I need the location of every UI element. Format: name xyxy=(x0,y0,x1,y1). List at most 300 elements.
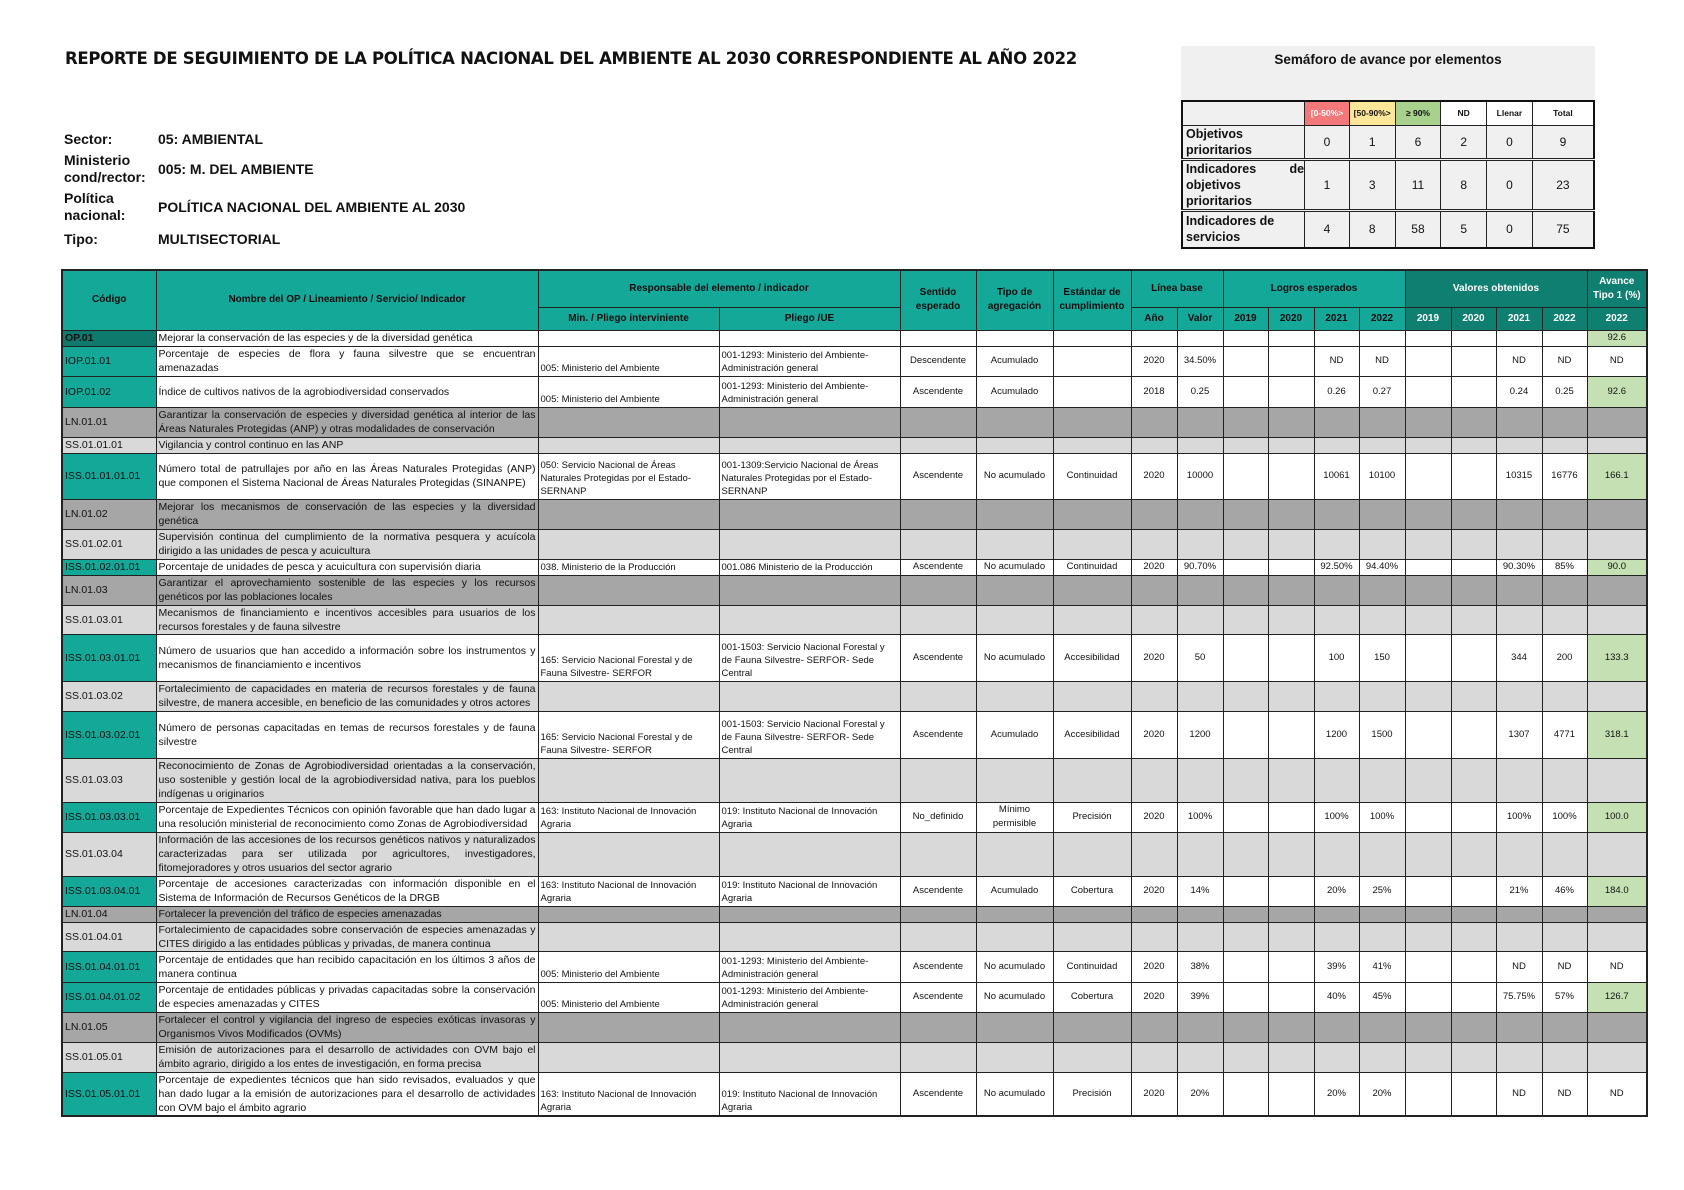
cell-estandar: Accesibilidad xyxy=(1053,634,1131,681)
cell-logro-2021: 1200 xyxy=(1314,711,1359,758)
semaforo-row xyxy=(1182,210,1594,248)
cell-logro-2021 xyxy=(1314,922,1359,951)
semaforo-cell: 8 xyxy=(1441,159,1487,210)
cell-valor-2020 xyxy=(1451,407,1496,437)
cell-estandar: Cobertura xyxy=(1053,876,1131,906)
cell-valor-2020 xyxy=(1451,802,1496,832)
cell-valor-2022: ND xyxy=(1542,346,1587,376)
header-logros-2019: 2019 xyxy=(1223,307,1268,330)
cell-linea-valor: 20% xyxy=(1177,1072,1223,1116)
sector-value: 05: AMBIENTAL xyxy=(158,131,263,147)
cell-valor-2021 xyxy=(1496,922,1542,951)
cell-logro-2022: 0.27 xyxy=(1359,376,1405,407)
cell-nombre: Índice de cultivos nativos de la agrobiodiversidad conservados xyxy=(156,376,538,407)
cell-valor-2020 xyxy=(1451,330,1496,346)
cell-logro-2022 xyxy=(1359,681,1405,711)
cell-linea-anio: 2020 xyxy=(1131,951,1177,982)
cell-valor-2022 xyxy=(1542,437,1587,453)
cell-estandar: Precisión xyxy=(1053,802,1131,832)
table-row xyxy=(62,376,1647,407)
cell-valor-2020 xyxy=(1451,681,1496,711)
semaforo-header-green: ≥ 90% xyxy=(1395,101,1441,125)
cell-valor-2020 xyxy=(1451,758,1496,802)
cell-linea-valor: 0.25 xyxy=(1177,376,1223,407)
cell-estandar: Accesibilidad xyxy=(1053,711,1131,758)
cell-logro-2019 xyxy=(1223,330,1268,346)
cell-sentido xyxy=(900,605,976,634)
meta-sector xyxy=(64,128,584,150)
cell-valor-2021 xyxy=(1496,605,1542,634)
header-avance: Avance Tipo 1 (%) xyxy=(1587,270,1647,307)
cell-pliego-ue xyxy=(719,605,900,634)
cell-pliego-ue xyxy=(719,681,900,711)
header-valores-2020: 2020 xyxy=(1451,307,1496,330)
cell-codigo: ISS.01.03.01.01 xyxy=(62,634,156,681)
cell-min-pliego: 005: Ministerio del Ambiente xyxy=(538,346,719,376)
cell-logro-2020 xyxy=(1268,575,1314,605)
cell-logro-2020 xyxy=(1268,951,1314,982)
cell-logro-2019 xyxy=(1223,1012,1268,1042)
cell-valor-2022 xyxy=(1542,529,1587,559)
cell-valor-2019 xyxy=(1405,876,1451,906)
semaforo-cell: 75 xyxy=(1532,210,1594,248)
cell-codigo: LN.01.04 xyxy=(62,906,156,922)
cell-valor-2021 xyxy=(1496,437,1542,453)
semaforo-row-label: Indicadores de servicios xyxy=(1182,210,1305,248)
cell-min-pliego: 005: Ministerio del Ambiente xyxy=(538,982,719,1012)
cell-estandar: Continuidad xyxy=(1053,559,1131,575)
cell-logro-2019 xyxy=(1223,1042,1268,1072)
cell-avance-2022 xyxy=(1587,906,1647,922)
cell-avance-2022 xyxy=(1587,575,1647,605)
header-valores-2019: 2019 xyxy=(1405,307,1451,330)
cell-valor-2022 xyxy=(1542,1042,1587,1072)
cell-min-pliego: 165: Servicio Nacional Forestal y de Fauna Silvestre- SERFOR xyxy=(538,634,719,681)
cell-avance-2022: ND xyxy=(1587,346,1647,376)
ministerio-label: Ministerio cond/rector: xyxy=(64,152,146,185)
cell-logro-2020 xyxy=(1268,605,1314,634)
header-linea-base: Línea base xyxy=(1131,270,1223,307)
cell-min-pliego xyxy=(538,922,719,951)
semaforo-row xyxy=(1182,125,1594,159)
cell-logro-2020 xyxy=(1268,330,1314,346)
cell-logro-2020 xyxy=(1268,906,1314,922)
semaforo-cell: 0 xyxy=(1487,125,1533,159)
cell-linea-valor: 50 xyxy=(1177,634,1223,681)
header-anio: Año xyxy=(1131,307,1177,330)
cell-valor-2019 xyxy=(1405,575,1451,605)
cell-valor-2021: ND xyxy=(1496,951,1542,982)
cell-nombre: Número de personas capacitadas en temas de recursos forestales y de fauna silvestre xyxy=(156,711,538,758)
header-avance-2022: 2022 xyxy=(1587,307,1647,330)
semaforo-cell: 58 xyxy=(1395,210,1441,248)
cell-valor-2022: 16776 xyxy=(1542,453,1587,499)
cell-logro-2019 xyxy=(1223,559,1268,575)
cell-linea-anio: 2020 xyxy=(1131,634,1177,681)
cell-logro-2020 xyxy=(1268,453,1314,499)
cell-avance-2022: ND xyxy=(1587,951,1647,982)
cell-valor-2021 xyxy=(1496,906,1542,922)
cell-logro-2022: ND xyxy=(1359,346,1405,376)
cell-linea-anio: 2020 xyxy=(1131,802,1177,832)
cell-logro-2022: 1500 xyxy=(1359,711,1405,758)
cell-sentido xyxy=(900,575,976,605)
cell-valor-2020 xyxy=(1451,1042,1496,1072)
cell-valor-2019 xyxy=(1405,1042,1451,1072)
semaforo-panel xyxy=(1181,46,1595,245)
cell-nombre: Información de las accesiones de los recursos genéticos nativos y naturalizados caracterizadas para ser utilizada por agricultores, investigadores, fitomejoradores y otros usuarios del sector agrario xyxy=(156,832,538,876)
cell-codigo: LN.01.01 xyxy=(62,407,156,437)
cell-valor-2021: 21% xyxy=(1496,876,1542,906)
cell-min-pliego xyxy=(538,605,719,634)
cell-sentido: Descendente xyxy=(900,346,976,376)
cell-valor-2022: 57% xyxy=(1542,982,1587,1012)
cell-linea-valor xyxy=(1177,407,1223,437)
semaforo-cell: 2 xyxy=(1441,125,1487,159)
cell-valor-2019 xyxy=(1405,802,1451,832)
cell-valor-2022: 200 xyxy=(1542,634,1587,681)
cell-logro-2019 xyxy=(1223,634,1268,681)
cell-estandar xyxy=(1053,605,1131,634)
cell-min-pliego xyxy=(538,330,719,346)
sector-label: Sector: xyxy=(64,130,113,147)
cell-logro-2020 xyxy=(1268,922,1314,951)
cell-logro-2020 xyxy=(1268,407,1314,437)
cell-valor-2022 xyxy=(1542,832,1587,876)
cell-avance-2022: 92.6 xyxy=(1587,330,1647,346)
cell-logro-2021 xyxy=(1314,681,1359,711)
cell-valor-2019 xyxy=(1405,346,1451,376)
cell-logro-2022: 41% xyxy=(1359,951,1405,982)
cell-logro-2021 xyxy=(1314,529,1359,559)
cell-logro-2019 xyxy=(1223,758,1268,802)
table-row xyxy=(62,453,1647,499)
cell-logro-2020 xyxy=(1268,376,1314,407)
cell-valor-2020 xyxy=(1451,346,1496,376)
cell-nombre: Número total de patrullajes por año en las Áreas Naturales Protegidas (ANP) que componen el Sistema Nacional de Áreas Naturales Protegidas (SINANPE) xyxy=(156,453,538,499)
cell-valor-2019 xyxy=(1405,1072,1451,1116)
cell-sentido xyxy=(900,906,976,922)
cell-logro-2021 xyxy=(1314,407,1359,437)
cell-nombre: Número de usuarios que han accedido a información sobre los instrumentos y mecanismos de financiamiento e incentivos xyxy=(156,634,538,681)
table-row xyxy=(62,758,1647,802)
cell-linea-valor: 39% xyxy=(1177,982,1223,1012)
cell-codigo: SS.01.03.03 xyxy=(62,758,156,802)
cell-pliego-ue xyxy=(719,1042,900,1072)
cell-pliego-ue: 001-1293: Ministerio del Ambiente-Administración general xyxy=(719,951,900,982)
cell-codigo: ISS.01.02.01.01 xyxy=(62,559,156,575)
cell-estandar xyxy=(1053,681,1131,711)
cell-estandar xyxy=(1053,407,1131,437)
cell-logro-2019 xyxy=(1223,982,1268,1012)
cell-logro-2021: 0.26 xyxy=(1314,376,1359,407)
cell-logro-2020 xyxy=(1268,758,1314,802)
meta-ministerio xyxy=(64,150,584,188)
cell-pliego-ue xyxy=(719,832,900,876)
cell-codigo: SS.01.05.01 xyxy=(62,1042,156,1072)
header-nombre: Nombre del OP / Lineamiento / Servicio/ Indicador xyxy=(156,270,538,330)
cell-min-pliego: 038. Ministerio de la Producción xyxy=(538,559,719,575)
cell-logro-2019 xyxy=(1223,605,1268,634)
cell-valor-2021: 0.24 xyxy=(1496,376,1542,407)
cell-estandar xyxy=(1053,922,1131,951)
table-row xyxy=(62,1012,1647,1042)
cell-logro-2020 xyxy=(1268,437,1314,453)
cell-tipo-agregacion xyxy=(976,407,1053,437)
semaforo-header-yellow: [50-90%> xyxy=(1349,101,1395,125)
cell-sentido: Ascendente xyxy=(900,634,976,681)
cell-pliego-ue xyxy=(719,906,900,922)
cell-valor-2021: 90.30% xyxy=(1496,559,1542,575)
cell-valor-2022: 46% xyxy=(1542,876,1587,906)
cell-estandar xyxy=(1053,1042,1131,1072)
cell-codigo: LN.01.02 xyxy=(62,499,156,529)
meta-politica xyxy=(64,188,584,226)
cell-logro-2022 xyxy=(1359,906,1405,922)
cell-logro-2019 xyxy=(1223,711,1268,758)
cell-nombre: Garantizar el aprovechamiento sostenible de las especies y los recursos genéticos por las poblaciones locales xyxy=(156,575,538,605)
semaforo-header-red: [0-50%> xyxy=(1305,101,1350,125)
cell-linea-valor xyxy=(1177,922,1223,951)
cell-valor-2019 xyxy=(1405,330,1451,346)
cell-nombre: Fortalecer el control y vigilancia del ingreso de especies exóticas invasoras y Organismos Vivos Modificados (OVMs) xyxy=(156,1012,538,1042)
header-min-pliego: Min. / Pliego interviniente xyxy=(538,307,719,330)
cell-valor-2020 xyxy=(1451,1072,1496,1116)
semaforo-cell: 1 xyxy=(1349,125,1395,159)
cell-valor-2021: 10315 xyxy=(1496,453,1542,499)
cell-sentido xyxy=(900,758,976,802)
cell-linea-valor xyxy=(1177,681,1223,711)
cell-linea-valor: 100% xyxy=(1177,802,1223,832)
semaforo-row-label: Indicadores de objetivos prioritarios xyxy=(1182,159,1305,210)
cell-codigo: SS.01.03.02 xyxy=(62,681,156,711)
table-row xyxy=(62,634,1647,681)
cell-logro-2019 xyxy=(1223,906,1268,922)
table-row xyxy=(62,711,1647,758)
cell-tipo-agregacion xyxy=(976,1042,1053,1072)
cell-tipo-agregacion xyxy=(976,1012,1053,1042)
cell-logro-2020 xyxy=(1268,1072,1314,1116)
cell-nombre: Porcentaje de entidades que han recibido capacitación en los últimos 3 años de manera continua xyxy=(156,951,538,982)
cell-min-pliego: 163: Instituto Nacional de Innovación Agraria xyxy=(538,1072,719,1116)
cell-linea-anio: 2020 xyxy=(1131,559,1177,575)
cell-valor-2020 xyxy=(1451,906,1496,922)
cell-codigo: ISS.01.05.01.01 xyxy=(62,1072,156,1116)
cell-logro-2020 xyxy=(1268,529,1314,559)
cell-sentido xyxy=(900,437,976,453)
cell-logro-2021: 92.50% xyxy=(1314,559,1359,575)
report-title: REPORTE DE SEGUIMIENTO DE LA POLÍTICA NACIONAL DEL AMBIENTE AL 2030 CORRESPONDIENTE AL AÑO 2022 xyxy=(65,49,1077,68)
header-estandar: Estándar de cumplimiento xyxy=(1053,270,1131,330)
cell-tipo-agregacion: No acumulado xyxy=(976,559,1053,575)
cell-linea-anio xyxy=(1131,605,1177,634)
cell-nombre: Porcentaje de entidades públicas y privadas capacitadas sobre la conservación de especies amenazadas y CITES xyxy=(156,982,538,1012)
cell-pliego-ue xyxy=(719,1012,900,1042)
cell-logro-2020 xyxy=(1268,802,1314,832)
cell-valor-2020 xyxy=(1451,559,1496,575)
cell-logro-2020 xyxy=(1268,711,1314,758)
cell-valor-2019 xyxy=(1405,634,1451,681)
cell-logro-2021: 100% xyxy=(1314,802,1359,832)
header-valor: Valor xyxy=(1177,307,1223,330)
cell-avance-2022: 318.1 xyxy=(1587,711,1647,758)
cell-logro-2019 xyxy=(1223,802,1268,832)
cell-valor-2020 xyxy=(1451,832,1496,876)
table-row xyxy=(62,681,1647,711)
indicators-table xyxy=(61,269,1648,1117)
cell-nombre: Fortalecimiento de capacidades en materia de recursos forestales y de fauna silvestre, de manera accesible, en beneficio de las comunidades y otros actores xyxy=(156,681,538,711)
cell-valor-2020 xyxy=(1451,437,1496,453)
cell-sentido: Ascendente xyxy=(900,876,976,906)
cell-sentido: Ascendente xyxy=(900,453,976,499)
table-row xyxy=(62,575,1647,605)
cell-linea-valor xyxy=(1177,437,1223,453)
cell-linea-valor: 10000 xyxy=(1177,453,1223,499)
cell-logro-2022: 94.40% xyxy=(1359,559,1405,575)
cell-sentido xyxy=(900,330,976,346)
cell-valor-2022 xyxy=(1542,575,1587,605)
cell-logro-2021 xyxy=(1314,437,1359,453)
cell-min-pliego xyxy=(538,832,719,876)
cell-valor-2019 xyxy=(1405,951,1451,982)
cell-linea-valor xyxy=(1177,1012,1223,1042)
cell-pliego-ue xyxy=(719,437,900,453)
cell-logro-2021 xyxy=(1314,575,1359,605)
cell-valor-2022 xyxy=(1542,407,1587,437)
cell-min-pliego: 163: Instituto Nacional de Innovación Agraria xyxy=(538,802,719,832)
cell-min-pliego xyxy=(538,1042,719,1072)
semaforo-cell: 8 xyxy=(1349,210,1395,248)
table-row xyxy=(62,951,1647,982)
table-row xyxy=(62,906,1647,922)
cell-nombre: Fortalecimiento de capacidades sobre conservación de especies amenazadas y CITES dirigido a las entidades públicas y privadas, de manera continua xyxy=(156,922,538,951)
cell-linea-anio xyxy=(1131,330,1177,346)
semaforo-cell: 1 xyxy=(1305,159,1350,210)
semaforo-cell: 0 xyxy=(1487,159,1533,210)
cell-linea-anio: 2020 xyxy=(1131,711,1177,758)
cell-tipo-agregacion xyxy=(976,529,1053,559)
cell-codigo: ISS.01.04.01.01 xyxy=(62,951,156,982)
cell-logro-2020 xyxy=(1268,499,1314,529)
cell-codigo: IOP.01.02 xyxy=(62,376,156,407)
cell-pliego-ue xyxy=(719,922,900,951)
semaforo-cell: 11 xyxy=(1395,159,1441,210)
header-valores-obtenidos: Valores obtenidos xyxy=(1405,270,1587,307)
cell-tipo-agregacion xyxy=(976,922,1053,951)
cell-pliego-ue: 019: Instituto Nacional de Innovación Agraria xyxy=(719,802,900,832)
cell-estandar xyxy=(1053,346,1131,376)
cell-valor-2020 xyxy=(1451,711,1496,758)
cell-tipo-agregacion xyxy=(976,906,1053,922)
cell-linea-anio xyxy=(1131,575,1177,605)
cell-tipo-agregacion xyxy=(976,575,1053,605)
cell-linea-valor xyxy=(1177,1042,1223,1072)
cell-avance-2022: ND xyxy=(1587,1072,1647,1116)
table-row xyxy=(62,876,1647,906)
cell-min-pliego xyxy=(538,575,719,605)
cell-valor-2019 xyxy=(1405,1012,1451,1042)
cell-logro-2019 xyxy=(1223,832,1268,876)
table-row xyxy=(62,407,1647,437)
cell-min-pliego xyxy=(538,906,719,922)
cell-logro-2019 xyxy=(1223,951,1268,982)
cell-valor-2022: 85% xyxy=(1542,559,1587,575)
cell-avance-2022: 133.3 xyxy=(1587,634,1647,681)
cell-codigo: SS.01.03.01 xyxy=(62,605,156,634)
semaforo-cell: 0 xyxy=(1305,125,1350,159)
cell-linea-anio: 2020 xyxy=(1131,346,1177,376)
cell-valor-2019 xyxy=(1405,559,1451,575)
cell-tipo-agregacion: No acumulado xyxy=(976,951,1053,982)
cell-linea-valor xyxy=(1177,906,1223,922)
cell-pliego-ue xyxy=(719,529,900,559)
cell-nombre: Porcentaje de accesiones caracterizadas con información disponible en el Sistema de Información de Recursos Genéticos de la DRGB xyxy=(156,876,538,906)
semaforo-title: Semáforo de avance por elementos xyxy=(1274,52,1502,67)
cell-linea-anio xyxy=(1131,906,1177,922)
cell-valor-2020 xyxy=(1451,876,1496,906)
cell-linea-valor xyxy=(1177,330,1223,346)
semaforo-header-llenar: Llenar xyxy=(1487,101,1533,125)
cell-codigo: ISS.01.03.02.01 xyxy=(62,711,156,758)
cell-valor-2019 xyxy=(1405,437,1451,453)
cell-logro-2020 xyxy=(1268,634,1314,681)
cell-avance-2022: 166.1 xyxy=(1587,453,1647,499)
cell-logro-2021 xyxy=(1314,1042,1359,1072)
cell-logro-2021 xyxy=(1314,758,1359,802)
table-row xyxy=(62,330,1647,346)
cell-avance-2022 xyxy=(1587,832,1647,876)
cell-logro-2019 xyxy=(1223,453,1268,499)
cell-valor-2020 xyxy=(1451,499,1496,529)
cell-linea-valor xyxy=(1177,529,1223,559)
cell-valor-2022: 100% xyxy=(1542,802,1587,832)
cell-valor-2019 xyxy=(1405,922,1451,951)
cell-min-pliego: 005: Ministerio del Ambiente xyxy=(538,951,719,982)
cell-tipo-agregacion xyxy=(976,499,1053,529)
table-row xyxy=(62,499,1647,529)
header-valores-2021: 2021 xyxy=(1496,307,1542,330)
cell-linea-anio xyxy=(1131,832,1177,876)
cell-logro-2019 xyxy=(1223,922,1268,951)
cell-logro-2022: 45% xyxy=(1359,982,1405,1012)
cell-sentido xyxy=(900,832,976,876)
cell-logro-2022 xyxy=(1359,575,1405,605)
semaforo-table xyxy=(1181,100,1595,249)
cell-codigo: ISS.01.03.04.01 xyxy=(62,876,156,906)
semaforo-row-label: Objetivos prioritarios xyxy=(1182,125,1305,159)
cell-avance-2022: 90.0 xyxy=(1587,559,1647,575)
semaforo-cell: 5 xyxy=(1441,210,1487,248)
tipo-value: MULTISECTORIAL xyxy=(158,231,281,247)
cell-sentido: No_definido xyxy=(900,802,976,832)
cell-pliego-ue: 019: Instituto Nacional de Innovación Agraria xyxy=(719,876,900,906)
cell-estandar xyxy=(1053,758,1131,802)
cell-pliego-ue xyxy=(719,575,900,605)
cell-valor-2020 xyxy=(1451,529,1496,559)
cell-valor-2022: ND xyxy=(1542,951,1587,982)
cell-estandar xyxy=(1053,1012,1131,1042)
header-responsable: Responsable del elemento / indicador xyxy=(538,270,900,307)
header-logros-esperados: Logros esperados xyxy=(1223,270,1405,307)
cell-tipo-agregacion xyxy=(976,832,1053,876)
cell-pliego-ue: 001-1293: Ministerio del Ambiente-Administración general xyxy=(719,376,900,407)
cell-logro-2019 xyxy=(1223,1072,1268,1116)
cell-valor-2022 xyxy=(1542,758,1587,802)
cell-valor-2021 xyxy=(1496,1042,1542,1072)
cell-sentido xyxy=(900,529,976,559)
cell-valor-2021 xyxy=(1496,758,1542,802)
cell-min-pliego xyxy=(538,437,719,453)
